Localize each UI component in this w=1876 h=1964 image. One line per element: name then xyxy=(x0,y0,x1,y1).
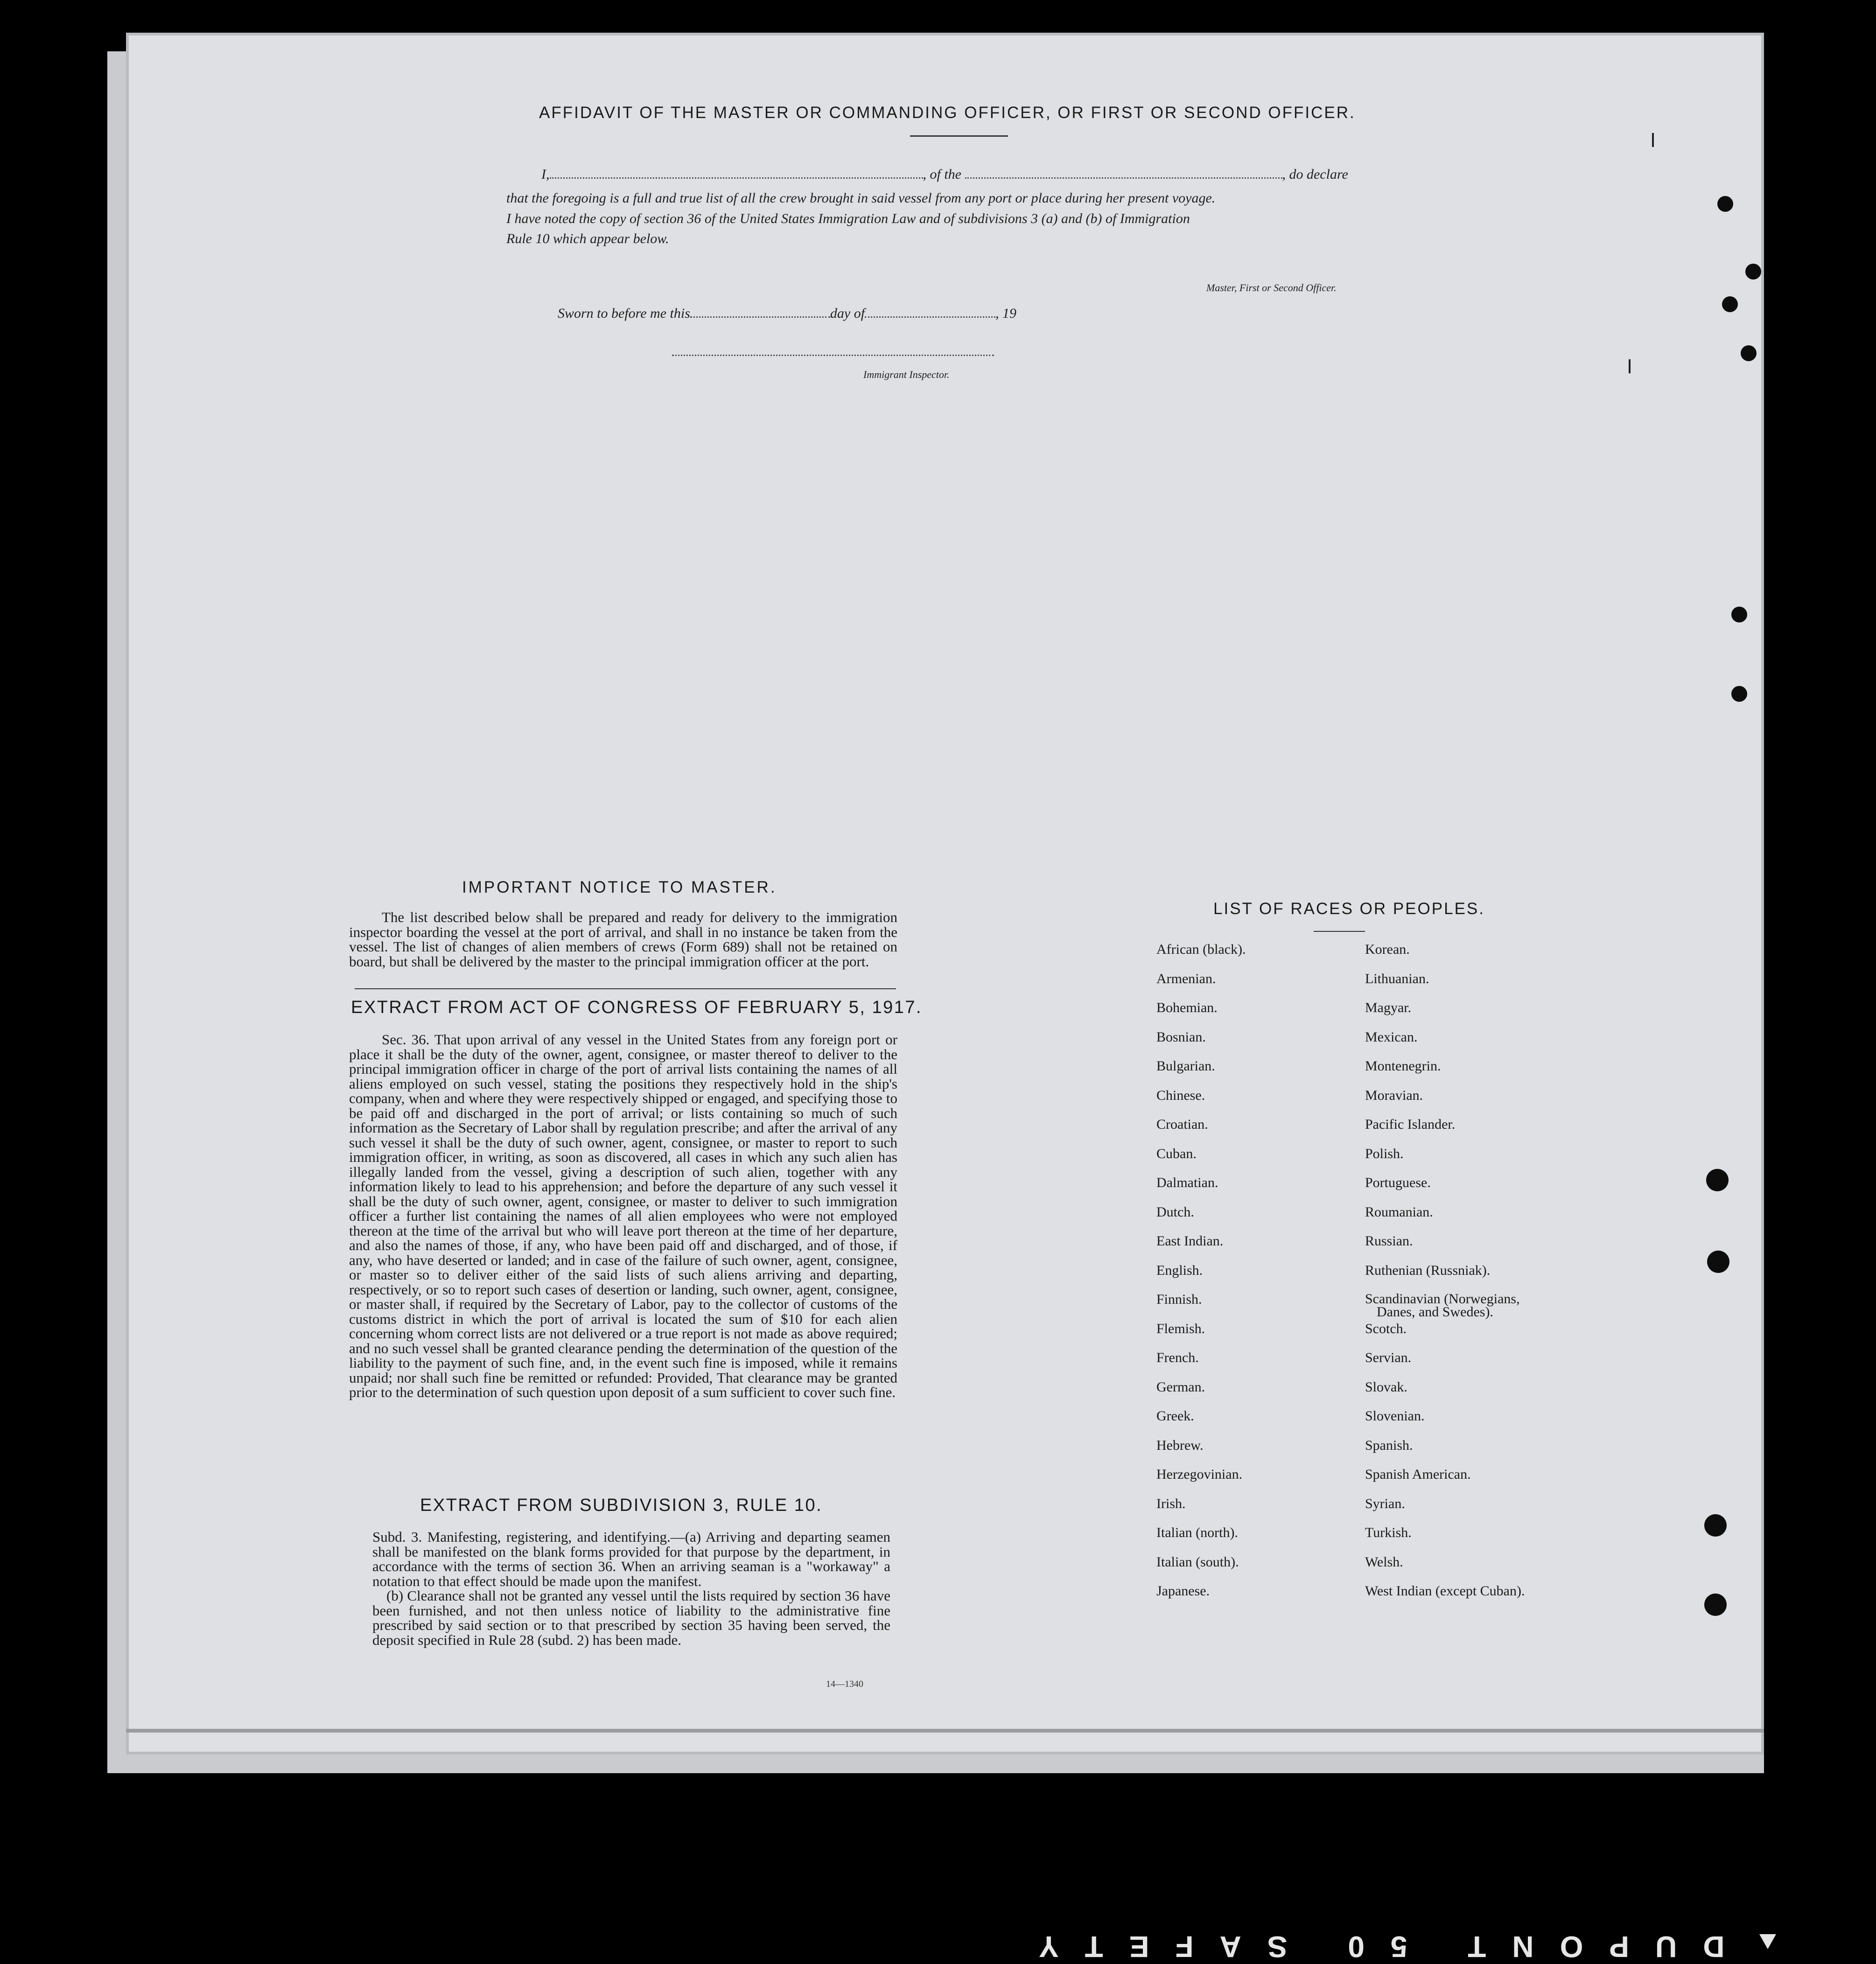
race-item: Servian. xyxy=(1365,1350,1412,1365)
sworn-year: , 19 xyxy=(995,306,1017,321)
race-item: Polish. xyxy=(1365,1146,1404,1161)
sworn-month-field[interactable] xyxy=(865,316,995,318)
film-arrow-icon xyxy=(1759,1934,1776,1949)
race-item: Scotch. xyxy=(1365,1321,1407,1336)
race-item: Slovak. xyxy=(1365,1379,1407,1395)
race-item: Roumanian. xyxy=(1365,1204,1433,1220)
sworn-line xyxy=(558,306,1016,322)
race-item: Turkish. xyxy=(1365,1525,1412,1540)
notice-paragraph: The list described below shall be prepared and ready for delivery to the immigration inspector boarding the vessel at the port of arrival, and shall in no instance be taken from the vessel. The list of changes of alien members of crews (Form 689) shall not be retained on board, but shall be delivered by the master to the principal immigration officer at the port. xyxy=(349,909,897,970)
race-item: Portuguese. xyxy=(1365,1175,1431,1190)
race-item: Korean. xyxy=(1365,942,1410,957)
races-left-column xyxy=(1156,943,1246,1614)
race-item: Spanish American. xyxy=(1365,1467,1471,1482)
race-item: Magyar. xyxy=(1365,1000,1412,1015)
races-title-underline xyxy=(1314,931,1365,932)
act-text xyxy=(349,1032,897,1400)
vessel-field[interactable] xyxy=(965,177,1282,179)
affidavit-i: I, xyxy=(541,167,550,182)
race-item: Herzegovinian. xyxy=(1156,1467,1243,1482)
races-title: LIST OF RACES OR PEOPLES. xyxy=(1213,900,1485,918)
notice-text xyxy=(349,910,897,969)
race-item: French. xyxy=(1156,1350,1199,1365)
binder-hole xyxy=(1704,1594,1727,1616)
affidavit-title: AFFIDAVIT OF THE MASTER OR COMMANDING OFFICER, OR FIRST OR SECOND OFFICER. xyxy=(539,104,1356,122)
affidavit-line-3: I have noted the copy of section 36 of the United States Immigration Law and of subdivisions 3 (a) and (b) of Immigration xyxy=(506,211,1190,226)
affidavit-declare: , do declare xyxy=(1282,167,1348,182)
race-item: Welsh. xyxy=(1365,1554,1403,1570)
race-item: German. xyxy=(1156,1379,1205,1395)
race-item: East Indian. xyxy=(1156,1233,1224,1249)
race-item: Italian (south). xyxy=(1156,1554,1239,1570)
race-item: Syrian. xyxy=(1365,1496,1405,1511)
act-title: EXTRACT FROM ACT OF CONGRESS OF FEBRUARY 5, 1917. xyxy=(351,998,923,1017)
races-right-column xyxy=(1365,943,1525,1614)
race-item: Dalmatian. xyxy=(1156,1175,1218,1190)
race-item: Bosnian. xyxy=(1156,1029,1206,1045)
race-item: Pacific Islander. xyxy=(1365,1117,1456,1132)
title-underline xyxy=(910,135,1008,137)
film-edge-marking: DUPONT 50 SAFETY xyxy=(1013,1930,1725,1964)
rule-paragraph-b: (b) Clearance shall not be granted any vessel until the lists required by section 36 have been furnished, and not then unless notice of liability to the administrative fine prescribed by said section or to that prescribed by section 35 having been served, the deposit specified in Rule 28 (subd. 2) has been made. xyxy=(372,1587,890,1648)
binder-hole xyxy=(1731,607,1747,622)
race-item: West Indian (except Cuban). xyxy=(1365,1583,1525,1599)
signature-caption: Master, First or Second Officer. xyxy=(1206,282,1337,294)
affidavit-line-2: that the foregoing is a full and true list of all the crew brought in said vessel from any port or place during her present voyage. xyxy=(506,190,1216,206)
binder-hole xyxy=(1731,686,1747,702)
race-item: Montenegrin. xyxy=(1365,1058,1441,1074)
race-item: Spanish. xyxy=(1365,1437,1413,1453)
page-edge xyxy=(126,1729,1764,1733)
notice-title: IMPORTANT NOTICE TO MASTER. xyxy=(462,878,777,896)
section-divider xyxy=(355,988,896,989)
binder-hole xyxy=(1741,345,1757,361)
affidavit-of-the: , of the xyxy=(923,167,961,182)
race-item: Finnish. xyxy=(1156,1292,1202,1307)
race-item: Armenian. xyxy=(1156,971,1216,986)
name-field[interactable] xyxy=(550,177,923,179)
binder-hole xyxy=(1717,196,1733,212)
race-item: Cuban. xyxy=(1156,1146,1197,1161)
race-item: English. xyxy=(1156,1262,1203,1278)
race-item: Russian. xyxy=(1365,1233,1413,1249)
race-item: Moravian. xyxy=(1365,1087,1423,1103)
binder-hole xyxy=(1707,1251,1729,1273)
rule-title: EXTRACT FROM SUBDIVISION 3, RULE 10. xyxy=(420,1496,823,1515)
page-mark xyxy=(1629,359,1631,373)
race-item: Ruthenian (Russniak). xyxy=(1365,1262,1491,1278)
sworn-day-field[interactable] xyxy=(690,316,830,318)
page-mark xyxy=(1652,133,1654,147)
race-item: Bulgarian. xyxy=(1156,1058,1215,1074)
binder-hole xyxy=(1706,1169,1729,1191)
rule-text xyxy=(372,1530,890,1647)
sworn-day-of: day of xyxy=(830,306,865,321)
race-item: Slovenian. xyxy=(1365,1408,1425,1424)
race-item: Greek. xyxy=(1156,1408,1194,1424)
race-item: Flemish. xyxy=(1156,1321,1205,1336)
race-item: Hebrew. xyxy=(1156,1437,1204,1453)
binder-hole xyxy=(1745,264,1761,280)
race-item: Lithuanian. xyxy=(1365,971,1429,986)
race-item: Italian (north). xyxy=(1156,1525,1238,1540)
race-item: Dutch. xyxy=(1156,1204,1194,1220)
race-item: Bohemian. xyxy=(1156,1000,1218,1015)
race-item-continuation: Danes, and Swedes). xyxy=(1377,1304,1493,1320)
race-item: Irish. xyxy=(1156,1496,1186,1511)
affidavit-line-1 xyxy=(541,167,1348,182)
race-item: Croatian. xyxy=(1156,1117,1208,1132)
binder-hole xyxy=(1704,1514,1727,1537)
race-item: Mexican. xyxy=(1365,1029,1418,1045)
sworn-before: Sworn to before me this xyxy=(558,306,690,321)
race-item: Japanese. xyxy=(1156,1583,1210,1599)
binder-hole xyxy=(1722,296,1738,312)
form-number: 14—1340 xyxy=(826,1679,863,1689)
affidavit-line-4: Rule 10 which appear below. xyxy=(506,231,669,246)
inspector-caption: Immigrant Inspector. xyxy=(863,369,950,380)
race-item: African (black). xyxy=(1156,942,1246,957)
rule-paragraph-a: Subd. 3. Manifesting, registering, and identifying.—(a) Arriving and departing seamen shall be manifested on the blank forms provided for that purpose by the department, in accordance with the terms of section 36. When an arriving seaman is a "workaway" a notation to that effect should be made upon the manifest. xyxy=(372,1529,890,1589)
act-paragraph: Sec. 36. That upon arrival of any vessel in the United States from any foreign port or place it shall be the duty of the owner, agent, consignee, or master thereof to deliver to the principal immigration officer in charge of the port of arrival lists containing the names of all aliens employed on such vessel, stating the positions they respectively hold in the ship's company, when and where they were respectively shipped or engaged, and specifying those to be paid off and discharged in the port of arrival; or lists containing so much of such information as the Secretary of Labor shall by regulation prescribe; and after the arrival of any such vessel it shall be the duty of such owner, agent, consignee, or master to report to such immigration officer, in writing, as soon as discovered, all cases in which any such alien has illegally landed from the vessel, giving a description of such alien, together with any information likely to lead to his apprehension; and before the departure of any such vessel it shall be the duty of such owner, agent, consignee, or master to deliver to such immigration officer a further list containing the names of all alien employees who were not employed thereon at the time of the arrival but who will leave port thereon at the time of her departure, and also the names of those, if any, who have been paid off and discharged, and of those, if any, who have deserted or landed; and in case of the failure of such owner, agent, consignee, or master so to deliver either of the said lists of such aliens arriving and departing, respectively, or so to report such cases of desertion or landing, such owner, agent, consignee, or master shall, if required by the Secretary of Labor, pay to the collector of customs of the customs district in which the port of arrival is located the sum of $10 for each alien concerning whom correct lists are not delivered or a true report is not made as above required; and no such vessel shall be granted clearance pending the determination of the question of the liability to the payment of such fine, and, in the event such fine is imposed, while it remains unpaid; nor shall such fine be remitted or refunded: Provided, That clearance may be granted prior to the determination of such question upon deposit of a sum sufficient to cover such fine. xyxy=(349,1031,897,1400)
race-item: Scandinavian (Norwegians, Danes, and Swedes). xyxy=(1365,1293,1525,1322)
inspector-signature-field[interactable] xyxy=(672,355,994,356)
race-item: Chinese. xyxy=(1156,1087,1205,1103)
